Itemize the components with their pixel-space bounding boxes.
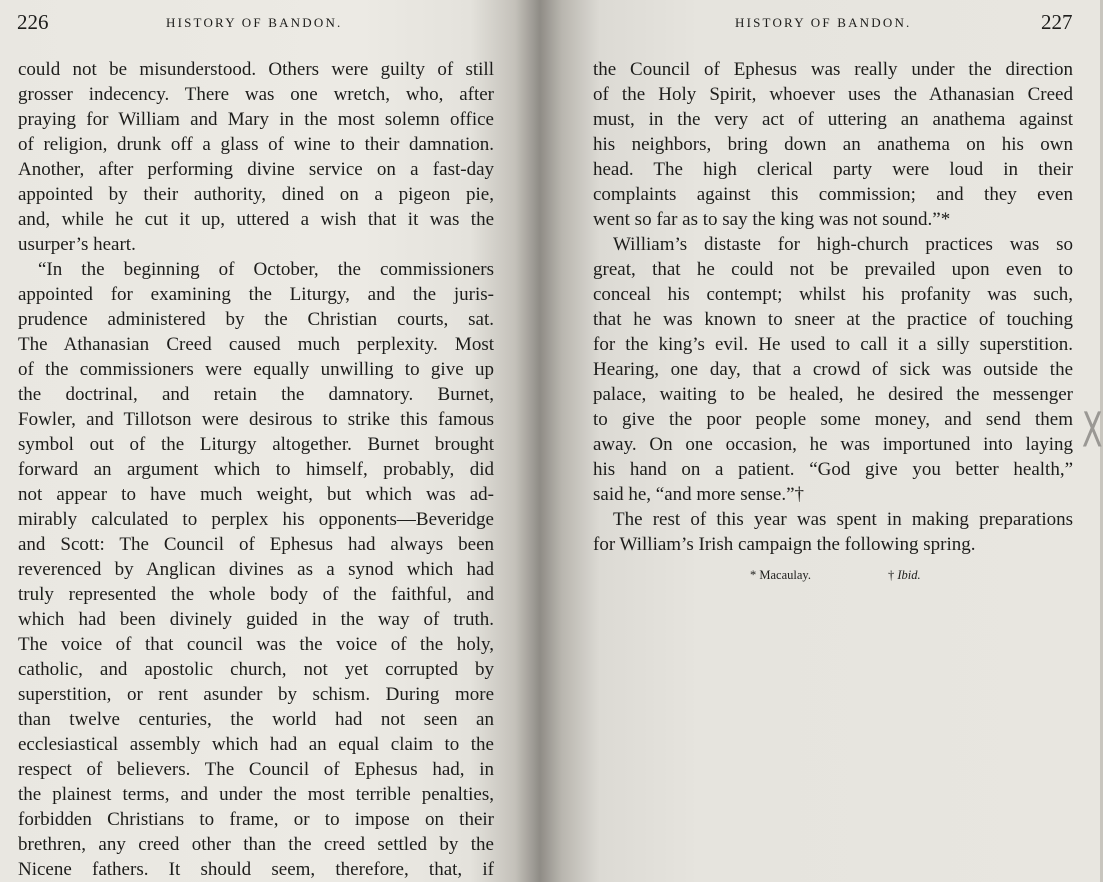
text-line: the Council of Ephesus was really under the direction	[593, 59, 1073, 80]
text-line: that he was known to sneer at the practice of touching	[593, 309, 1073, 330]
text-line: reverenced by Anglican divines as a synod which had	[18, 559, 494, 580]
footnote-dagger: †	[888, 568, 898, 582]
margin-pencil-mark: X	[1082, 403, 1103, 460]
text-line: William’s distaste for high-church practices was so	[613, 234, 1073, 255]
right-running-title: HISTORY OF BANDON.	[735, 15, 912, 30]
footnote-ibid	[888, 568, 921, 583]
text-line: could not be misunderstood. Others were guilty of still	[18, 59, 494, 80]
text-line: The Athanasian Creed caused much perplexity. Most	[18, 334, 494, 355]
right-page-number: 227	[1041, 10, 1073, 34]
text-line: great, that he could not be prevailed upon even to	[593, 259, 1073, 280]
text-line: superstition, or rent asunder by schism. During more	[18, 684, 494, 705]
text-line: catholic, and apostolic church, not yet corrupted by	[18, 659, 494, 680]
text-line: grosser indecency. There was one wretch, who, after	[18, 84, 494, 105]
text-line: Fowler, and Tillotson were desirous to strike this famous	[18, 409, 494, 430]
text-line: truly represented the whole body of the faithful, and	[18, 584, 494, 605]
text-line: mirably calculated to perplex his opponents—Beveridge	[18, 509, 494, 530]
text-line: for William’s Irish campaign the following spring.	[593, 534, 976, 555]
text-line: usurper’s heart.	[18, 234, 136, 255]
text-line: appointed by their authority, dined on a pigeon pie,	[18, 184, 494, 205]
text-line: his neighbors, bring down an anathema on his own	[593, 134, 1073, 155]
text-line: away. On one occasion, he was importuned into laying	[593, 434, 1073, 455]
text-line: conceal his contempt; whilst his profanity was such,	[593, 284, 1073, 305]
text-line: which had been divinely guided in the way of truth.	[18, 609, 494, 630]
text-line: must, in the very act of uttering an anathema against	[593, 109, 1073, 130]
right-running-head	[560, 10, 1100, 36]
right-page	[560, 0, 1100, 882]
text-line: Nicene fathers. It should seem, therefore, that, if	[18, 859, 494, 880]
text-line: symbol out of the Liturgy altogether. Burnet brought	[18, 434, 494, 455]
text-line: the plainest terms, and under the most terrible penalties,	[18, 784, 494, 805]
footnote-macaulay: * Macaulay.	[750, 568, 811, 582]
text-line: head. The high clerical party were loud in their	[593, 159, 1073, 180]
text-line: forbidden Christians to frame, or to impose on their	[18, 809, 494, 830]
text-line: respect of believers. The Council of Ephesus had, in	[18, 759, 494, 780]
left-running-title: HISTORY OF BANDON.	[166, 15, 343, 30]
text-line: and, while he cut it up, uttered a wish that it was the	[18, 209, 494, 230]
text-line: brethren, any creed other than the creed settled by the	[18, 834, 494, 855]
text-line: his hand on a patient. “God give you better health,”	[593, 459, 1073, 480]
text-line: than twelve centuries, the world had not seen an	[18, 709, 494, 730]
text-line: of the commissioners were equally unwilling to give up	[18, 359, 494, 380]
text-line: Hearing, one day, that a crowd of sick was outside the	[593, 359, 1073, 380]
text-line: praying for William and Mary in the most solemn office	[18, 109, 494, 130]
text-line: The voice of that council was the voice of the holy,	[18, 634, 494, 655]
footnote-ibid-text: Ibid.	[897, 568, 921, 582]
text-line: for the king’s evil. He used to call it a silly superstition.	[593, 334, 1073, 355]
text-line: not appear to have much weight, but which was ad-	[18, 484, 494, 505]
text-line: went so far as to say the king was not sound.”*	[593, 209, 951, 230]
text-line: palace, waiting to be healed, he desired the messenger	[593, 384, 1073, 405]
text-line: Another, after performing divine service on a fast-day	[18, 159, 494, 180]
right-body-text	[593, 57, 1073, 557]
text-line: appointed for examining the Liturgy, and the juris-	[18, 284, 494, 305]
text-line: the doctrinal, and retain the damnatory. Burnet,	[18, 384, 494, 405]
text-line: complaints against this commission; and they even	[593, 184, 1073, 205]
left-page-number: 226	[17, 10, 49, 34]
text-line: prudence administered by the Christian courts, sat.	[18, 309, 494, 330]
text-line: to give the poor people some money, and send them	[593, 409, 1073, 430]
left-page	[0, 0, 530, 882]
left-body-text	[18, 57, 494, 882]
text-line: said he, “and more sense.”†	[593, 484, 805, 505]
text-line: ecclesiastical assembly which had an equal claim to the	[18, 734, 494, 755]
text-line: “In the beginning of October, the commissioners	[38, 259, 494, 280]
text-line: of the Holy Spirit, whoever uses the Athanasian Creed	[593, 84, 1073, 105]
text-line: of religion, drunk off a glass of wine to their damnation.	[18, 134, 494, 155]
left-running-head	[0, 10, 530, 36]
text-line: The rest of this year was spent in making preparations	[613, 509, 1073, 530]
text-line: and Scott: The Council of Ephesus had always been	[18, 534, 494, 555]
text-line: forward an argument which to himself, probably, did	[18, 459, 494, 480]
